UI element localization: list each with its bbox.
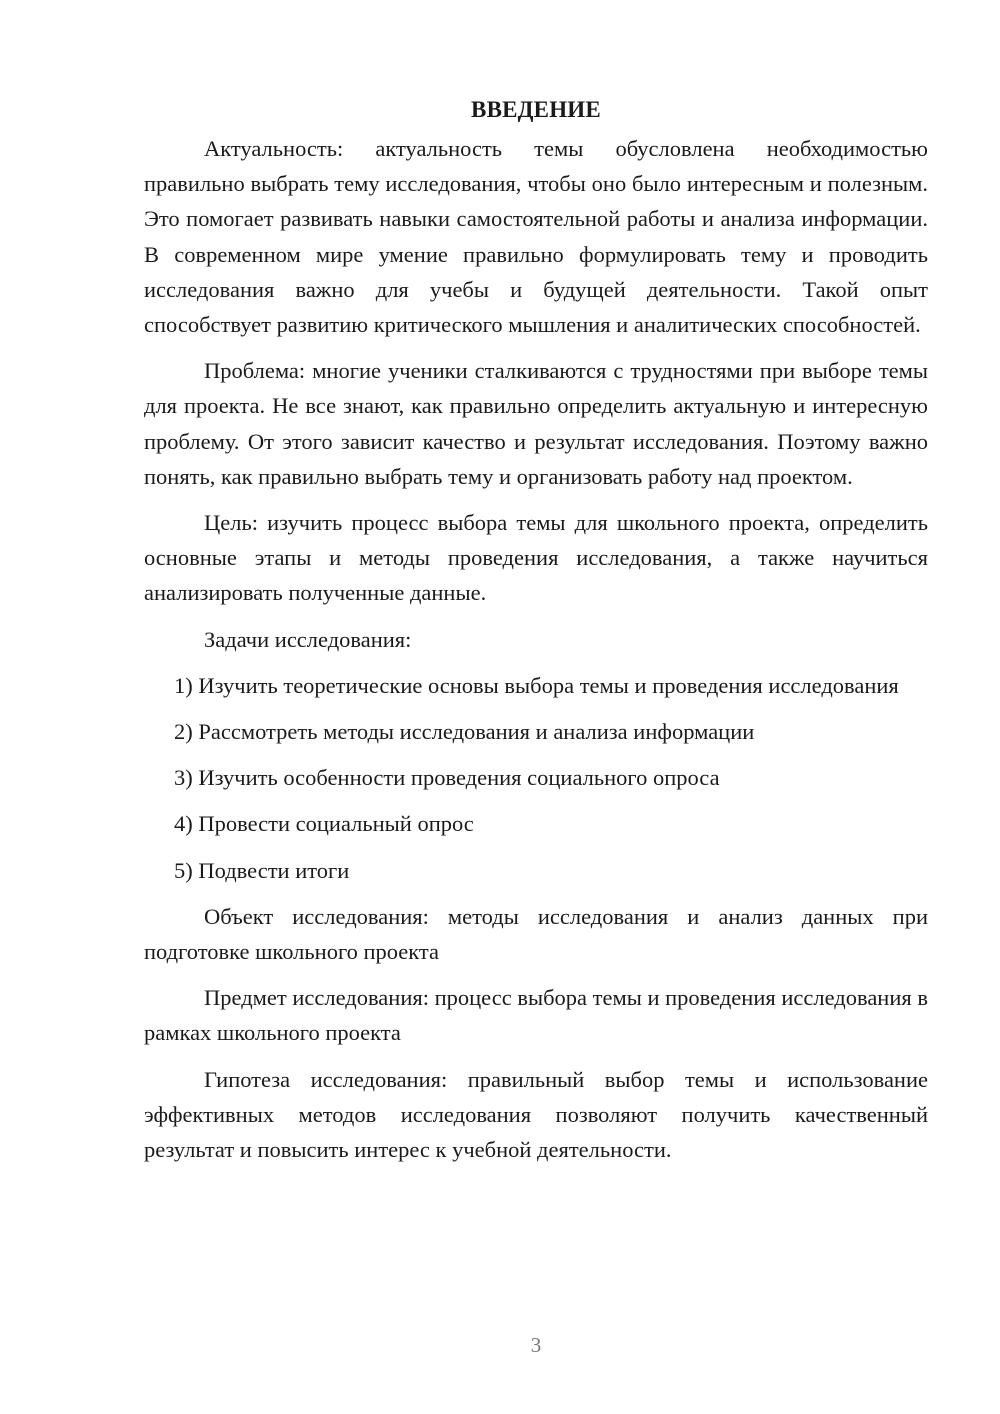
document-body xyxy=(144,92,928,1178)
goal-paragraph: Цель: изучить процесс выбора темы для школьного проекта, определить основные этапы и методы проведения исследования, а также научиться анализировать полученные данные. xyxy=(144,510,928,606)
task-item-3: 3) Изучить особенности проведения социального опроса xyxy=(174,765,720,791)
hypothesis-paragraph: Гипотеза исследования: правильный выбор темы и использование эффективных методов исследования позволяют получить качественный результат и повысить интерес к учебной деятельности. xyxy=(144,1066,928,1163)
relevance-paragraph: Актуальность: актуальность темы обусловлена необходимостью правильно выбрать тему исследования, чтобы оно было интересным и полезным. Это помогает развивать навыки самостоятельной работы и анализа информации. В современном мире умение правильно формулировать тему и проводить исследования важно для учебы и будущей деятельности. Такой опыт способствует развитию критического мышления и аналитических способностей. xyxy=(144,136,928,338)
section-title: ВВЕДЕНИЕ xyxy=(471,97,601,122)
page-number: 3 xyxy=(530,1333,542,1357)
task-item-4: 4) Провести социальный опрос xyxy=(174,811,474,837)
tasks-heading: Задачи исследования: xyxy=(204,626,412,652)
subject-paragraph: Предмет исследования: процесс выбора темы и проведения исследования в рамках школьного проекта xyxy=(144,985,928,1046)
object-paragraph: Объект исследования: методы исследования и анализ данных при подготовке школьного проекта xyxy=(144,903,928,965)
task-item-5: 5) Подвести итоги xyxy=(174,857,350,883)
task-item-2: 2) Рассмотреть методы исследования и анализа информации xyxy=(174,719,755,745)
problem-paragraph: Проблема: многие ученики сталкиваются с трудностями при выборе темы для проекта. Не все знают, как правильно определить актуальную и интересную проблему. От этого зависит качество и результат исследования. Поэтому важно понять, как правильно выбрать тему и организовать работу над проектом. xyxy=(144,358,928,489)
task-item-1: 1) Изучить теоретические основы выбора темы и проведения исследования xyxy=(174,672,899,698)
